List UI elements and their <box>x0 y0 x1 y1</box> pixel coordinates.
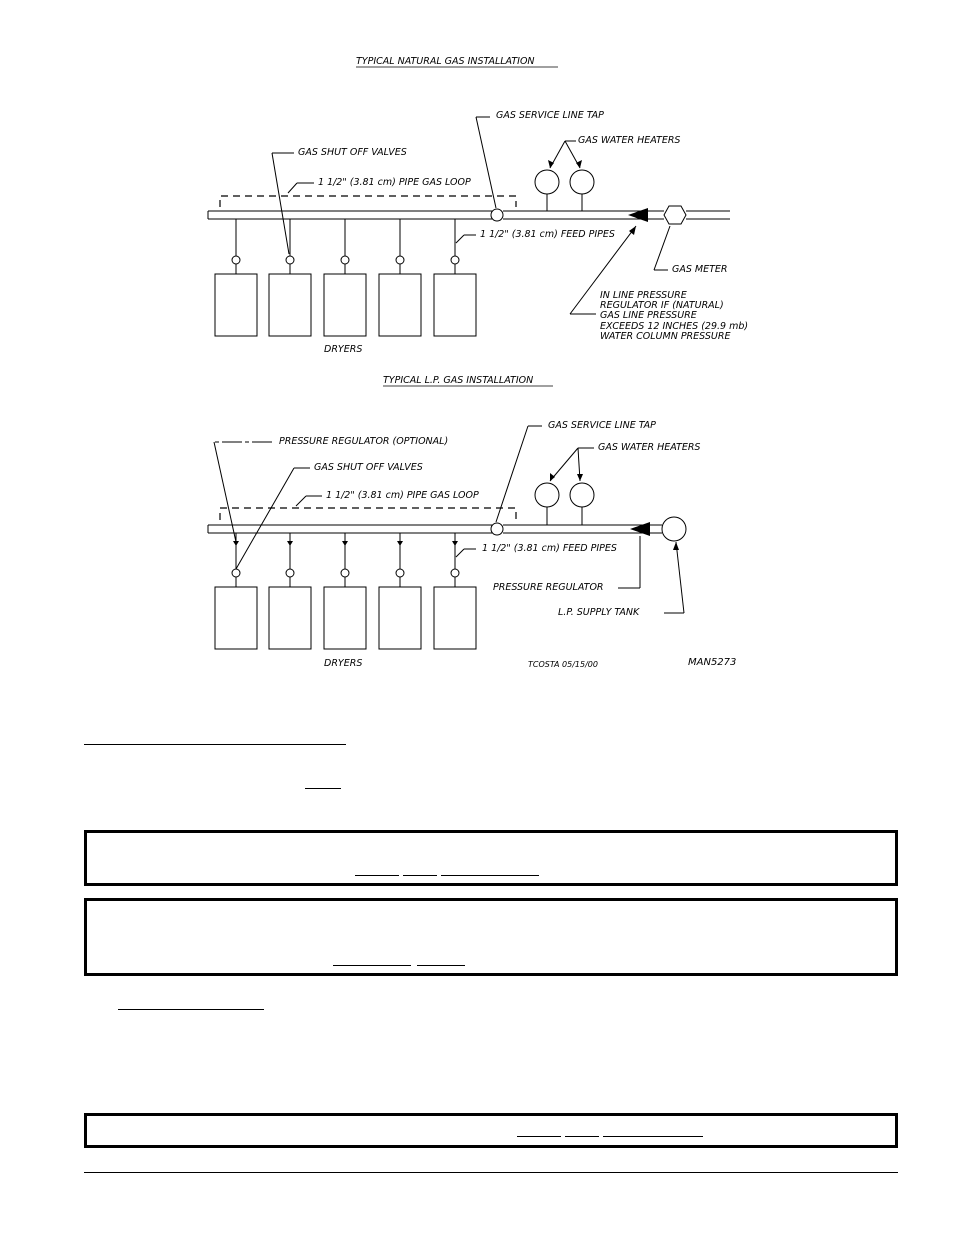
natural-flow-arrow <box>628 208 648 222</box>
lp-title: TYPICAL L.P. GAS INSTALLATION <box>383 375 534 386</box>
lp-water-heaters-label: GAS WATER HEATERS <box>598 442 701 453</box>
natural-water-heater <box>570 170 594 194</box>
lp-pipe-loop-label: 1 1/2" (3.81 cm) PIPE GAS LOOP <box>326 490 479 501</box>
footer-rule <box>84 1172 898 1173</box>
natural-regulator-note-line: GAS LINE PRESSURE <box>600 310 697 321</box>
natural-dryers-label: DRYERS <box>324 344 363 355</box>
natural-pipe-loop <box>220 196 516 207</box>
lp-flow-arrow <box>630 522 650 536</box>
natural-regulator-note-line: IN LINE PRESSURE <box>600 290 687 301</box>
lp-dryers <box>215 533 476 649</box>
lp-water-heater <box>570 483 594 507</box>
lp-service-tap <box>491 523 503 535</box>
lp-regulator-optional-label: PRESSURE REGULATOR (OPTIONAL) <box>279 436 449 447</box>
drawing-credit: TCOSTA 05/15/00 <box>528 660 598 669</box>
natural-water-heater <box>535 170 559 194</box>
section-heading-underline <box>84 744 346 745</box>
natural-title: TYPICAL NATURAL GAS INSTALLATION <box>356 56 535 67</box>
natural-regulator-note-line: WATER COLUMN PRESSURE <box>600 331 731 342</box>
drawing-id: MAN5273 <box>688 657 737 668</box>
lp-supply-tank-label: L.P. SUPPLY TANK <box>558 607 640 618</box>
subheading-underline <box>118 1009 264 1010</box>
lp-shutoff-label: GAS SHUT OFF VALVES <box>314 462 423 473</box>
natural-dryers <box>215 219 476 336</box>
natural-feed-pipes-label: 1 1/2" (3.81 cm) FEED PIPES <box>480 229 615 240</box>
gas-meter-label: GAS METER <box>672 264 728 275</box>
natural-service-tap-label: GAS SERVICE LINE TAP <box>496 110 604 121</box>
notice-box <box>84 1113 898 1148</box>
natural-water-heaters-label: GAS WATER HEATERS <box>578 135 681 146</box>
emphasis-underline <box>305 788 341 789</box>
lp-pipe-loop <box>220 508 516 520</box>
natural-regulator-note-line: REGULATOR IF (NATURAL) <box>600 300 724 311</box>
natural-pipe-loop-label: 1 1/2" (3.81 cm) PIPE GAS LOOP <box>318 177 471 188</box>
lp-gas-diagram <box>208 375 736 669</box>
lp-water-heater <box>535 483 559 507</box>
lp-feed-pipes-label: 1 1/2" (3.81 cm) FEED PIPES <box>482 543 617 554</box>
lp-service-tap-label: GAS SERVICE LINE TAP <box>548 420 656 431</box>
natural-gas-diagram <box>208 56 748 355</box>
notice-box <box>84 898 898 976</box>
gas-meter <box>664 206 686 224</box>
lp-supply-tank <box>662 517 686 541</box>
lp-dryers-label: DRYERS <box>324 658 363 669</box>
natural-shutoff-label: GAS SHUT OFF VALVES <box>298 147 407 158</box>
lp-pressure-regulator-label: PRESSURE REGULATOR <box>493 582 604 593</box>
natural-regulator-note-line: EXCEEDS 12 INCHES (29.9 mb) <box>600 321 749 332</box>
notice-box <box>84 830 898 886</box>
natural-service-tap <box>491 209 503 221</box>
